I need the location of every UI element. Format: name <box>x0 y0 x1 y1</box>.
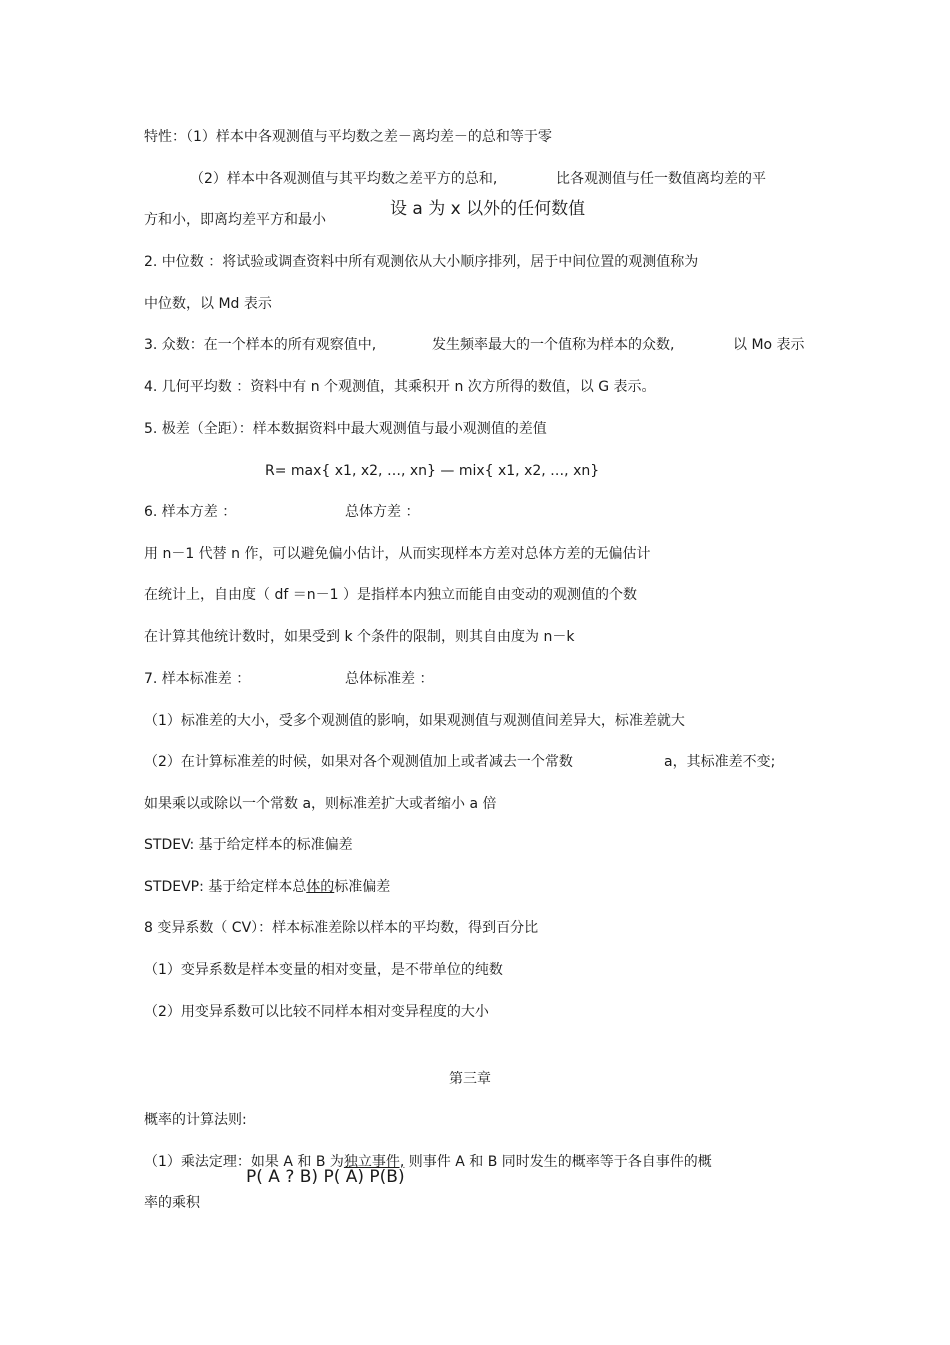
cv-definition: 8 变异系数（ CV）：样本标准差除以样本的平均数，得到百分比 <box>144 920 539 936</box>
range-formula: R= max{ x1, x2, …, xn} — mix{ x1, x2, …, xn} <box>265 463 600 479</box>
std-property-2c: 如果乘以或除以一个常数 a，则标准差扩大或者缩小 a 倍 <box>144 796 497 812</box>
population-variance-label: 总体方差 ： <box>345 504 420 520</box>
stdevp-text-underlined: 体的 <box>306 879 335 895</box>
sample-variance-label: 6. 样本方差 ： <box>144 504 237 520</box>
multiplication-text-a: （1）乘法定理：如果 A 和 B 为 <box>144 1154 344 1170</box>
degrees-of-freedom-text: 在统计上，自由度（ df ＝n－1 ）是指样本内独立而能自由变动的观测值的个数 <box>144 587 637 603</box>
multiplication-theorem-end: 率的乘积 <box>144 1195 200 1211</box>
property-line-3b: 设 a 为 x 以外的任何数值 <box>390 199 586 219</box>
unbiased-estimate-text: 用 n－1 代替 n 作，可以避免偏小估计，从而实现样本方差对总体方差的无偏估计 <box>144 546 651 562</box>
chapter-heading: 第三章 <box>449 1071 491 1087</box>
probability-rules-heading: 概率的计算法则: <box>144 1112 247 1128</box>
degrees-of-freedom-k-text: 在计算其他统计数时，如果受到 k 个条件的限制，则其自由度为 n－k <box>144 629 575 645</box>
stdevp-text-a: STDEVP: 基于给定样本总 <box>144 879 307 895</box>
mode-definition-c: 以 Mo 表示 <box>733 337 805 353</box>
std-property-1: （1）标准差的大小，受多个观测值的影响，如果观测值与观测值间差异大，标准差就大 <box>144 713 685 729</box>
mode-definition-b: 发生频率最大的一个值称为样本的众数, <box>432 337 675 353</box>
multiplication-formula: P( A ? B) P( A) P(B) <box>246 1167 405 1187</box>
median-definition: 2. 中位数 ：将试验或调查资料中所有观测依从大小顺序排列，居于中间位置的观测值称为 <box>144 254 699 270</box>
mode-definition-a: 3. 众数：在一个样本的所有观察值中, <box>144 337 377 353</box>
independent-events-underlined: 独立事件, <box>343 1154 405 1170</box>
multiplication-theorem <box>144 1153 712 1171</box>
median-notation: 中位数，以 Md 表示 <box>144 296 272 312</box>
stdevp-text-c: 标准偏差 <box>334 879 391 895</box>
stdev-description: STDEV: 基于给定样本的标准偏差 <box>144 837 353 853</box>
property-line-2b: 比各观测值与任一数值离均差的平 <box>556 171 766 187</box>
property-line-2a: （2）样本中各观测值与其平均数之差平方的总和, <box>190 171 498 187</box>
cv-property-2: （2）用变异系数可以比较不同样本相对变异程度的大小 <box>144 1004 489 1020</box>
sample-std-label: 7. 样本标准差 ： <box>144 671 251 687</box>
std-property-2a: （2）在计算标准差的时候，如果对各个观测值加上或者减去一个常数 <box>144 754 573 770</box>
std-property-2b: a，其标准差不变; <box>664 754 776 770</box>
cv-property-1: （1）变异系数是样本变量的相对变量，是不带单位的纯数 <box>144 962 503 978</box>
property-line-1: 特性：（1）样本中各观测值与平均数之差－离均差－的总和等于零 <box>144 129 552 145</box>
stdevp-description <box>144 878 390 896</box>
geometric-mean-definition: 4. 几何平均数 ：资料中有 n 个观测值，其乘积开 n 次方所得的数值，以 G 表示。 <box>144 379 656 395</box>
population-std-label: 总体标准差 ： <box>345 671 434 687</box>
multiplication-text-c: 则事件 A 和 B 同时发生的概率等于各自事件的概 <box>404 1154 712 1170</box>
property-line-3a: 方和小，即离均差平方和最小 <box>144 212 326 228</box>
range-definition: 5. 极差（全距）：样本数据资料中最大观测值与最小观测值的差值 <box>144 421 547 437</box>
